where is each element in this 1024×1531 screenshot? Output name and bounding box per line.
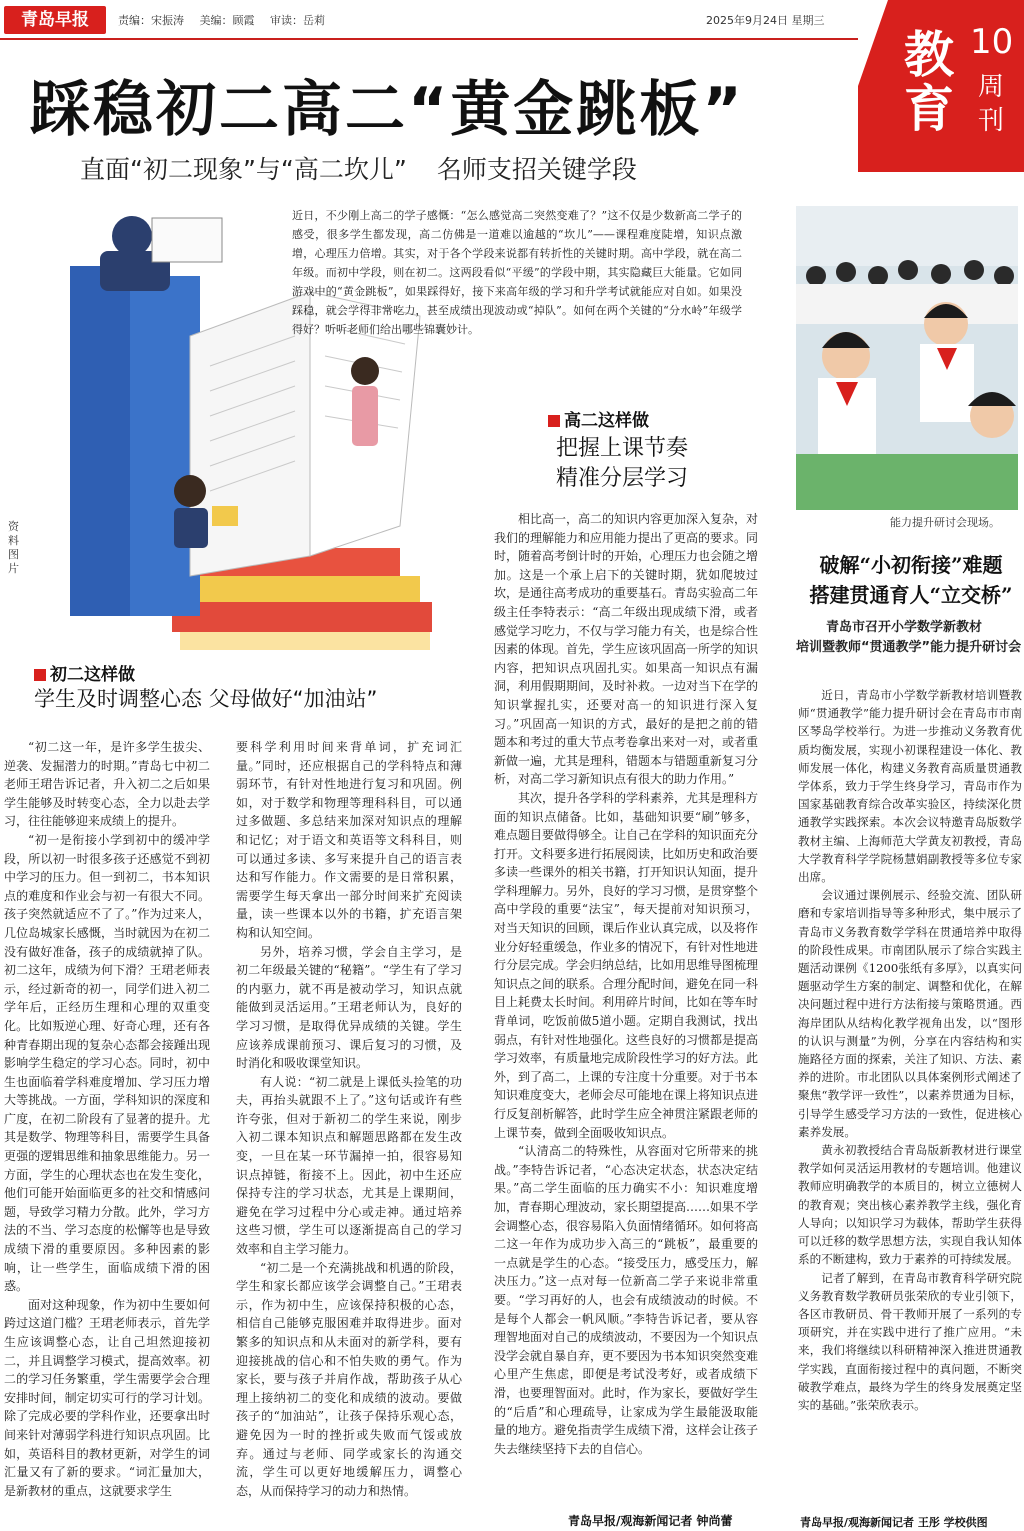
paragraph: 另外，培养习惯，学会自主学习，是初二年级最关键的“秘籍”。“学生有了学习的内驱力，就不再是被动学习，知识点就能做到灵活运用。”王珺老师认为，良好的学习习惯，是取得优异成绩的关键。学生应该养成课前预习、课后复习的习惯，及时消化和吸收课堂知识。: [236, 944, 462, 1071]
subhead-part2: 名师支招关键学段: [436, 155, 637, 184]
right-byline: 青岛早报/观海新闻记者 王彤 学校供图: [800, 1516, 988, 1529]
girl-dress: [352, 386, 378, 446]
right-sub-line1: 青岛市召开小学数学新教材: [826, 620, 983, 635]
grade11-title-line2: 精准分层学习: [556, 466, 689, 491]
grade8-title: 学生及时调整心态 父母做好“加油站”: [34, 687, 378, 711]
grade11-label-text: 高二这样做: [564, 411, 649, 431]
grade8-label-text: 初二这样做: [50, 665, 135, 685]
grade11-title-line1: 把握上课节奏: [556, 436, 689, 461]
boy-hair: [112, 216, 152, 256]
subhead-part1: 直面“初二现象”与“高二坎儿”: [80, 155, 407, 184]
issue-date: 2025年9月24日 星期三: [706, 14, 825, 27]
grade11-label: [548, 406, 649, 431]
right-article-title: [800, 550, 1022, 610]
page-headline: 踩稳初二高二“黄金跳板”: [30, 75, 745, 145]
girl-head: [351, 357, 379, 385]
tab-corner-cut: [858, 0, 888, 86]
paragraph: 黄永初教授结合青岛版新教材进行课堂教学如何灵活运用教材的专题培训。他建议教师应明确教学的本质目的，树立立德树人的教育观；突出核心素养教学主线，强化育人导向；以知识学习为载体，帮助学生获得可以迁移的数学思想方法，实现自我认知体系的不断建构，致力于素养的可持续发展。: [798, 1143, 1022, 1267]
walking-boy-head: [174, 475, 206, 507]
walking-boy-body: [174, 508, 208, 548]
right-title-line2: 搭建贯通育人“立交桥”: [809, 583, 1013, 607]
page-subhead: [80, 150, 637, 186]
book-yellow: [180, 576, 420, 602]
paragraph: 其次，提升各学科的学科素养，尤其是理科方面的知识点储备。比如，基础知识要“刷”够多，难点题目要做得够全。让自己在学科的知识面充分打开。文科要多进行拓展阅读，比如历史和政治要多读一些课外的相关书籍，打开知识认知面，提升学科理解力。另外，良好的学习习惯，是贯穿整个高中学段的重要“法宝”，每天提前对知识预习，对当天知识的回顾，课后作业认真完成，以及将作业分好轻重缓急，作业多的情况下，有针对性地进行分层完成。学会归纳总结，比如用思维导图梳理知识点之间的联系。合理分配时间，避免在同一科目上耗费太长时间。利用碎片时间，比如在等车时背单词，吃饭前做5道小题。定期自我测试，找出弱点，有针对性地强化。这些良好的习惯都是提高学习效率，有质量地完成阶段性学习的好方法。此外，到了高二，上课的专注度十分重要。对于书本知识难度变大，老师会尽可能地在课上将知识点进行反复剖析解答，此时学生应全神贯注紧跟老师的上课节奏，做到全面吸收知识点。: [494, 790, 758, 1140]
paragraph: “初一是衔接小学到初中的缓冲学段，所以初一时很多孩子还感觉不到初中学习的压力。但一到初二，书本知识点的难度和作业会与初一有很大不同。孩子突然就适应不了了。”作为过来人，几位岛城家长感慨，当时就因为在初二没有做好准备，孩子的成绩就掉了队。初二这年，成绩为何下滑？王珺老师表示，经过新奇的初一，同学们进入初二学年后，正经历生理和心理的双重变化。比如叛逆心理、好奇心理，还有各种青春期出现的复杂心态都会接踵出现影响学生稳定的学习心态。同时，初中生也面临着学科难度增加、学习压力增大等挑战。一方面，学科知识的深度和广度，在初二阶段有了显著的提升。尤其是数学、物理等科目，需要学生具备更强的逻辑思维和抽象思维能力。另一方面，学生的心理状态也在发生变化，他们可能开始面临更多的社交和情感问题，导致学习精力分散。此外，学习方法的不当、学习态度的松懈等也是导致成绩下滑的重要原因。多种因素的影响，让一些学生，面临成绩下滑的困惑。: [4, 832, 210, 1294]
boy-book: [152, 218, 222, 262]
book-pages: [180, 632, 430, 650]
designer-credit: 美编：顾霞: [199, 14, 255, 27]
paragraph: 记者了解到，在青岛市教育科学研究院义务教育数学教研员张荣欣的专业引领下，各区市教研员、骨干教师开展了一系列的专项研究，并在实践中进行了推广应用。“未来，我们将继续以科研精神深入推进贯通教学实践，直面衔接过程中的真问题，不断突破教学难点，最终为学生的终身发展奠定坚实的基础。”张荣欣表示。: [798, 1270, 1022, 1412]
editor-credit: 责编：宋振涛: [118, 14, 184, 27]
grade8-label: [34, 660, 135, 685]
grade11-title: [556, 434, 688, 494]
paragraph: “认清高二的特殊性，从容面对它所带来的挑战。”李特告诉记者，“心态决定状态，状态决定结果。”高二学生面临的压力确实不小：知识难度增加，青春期心理波动，家长期望提高……如果不学会调整心态，很容易陷入负面情绪循环。如何将高二这一年作为成功步入高三的“跳板”，最重要的一点就是学生的心态。“接受压力，感受压力，解决压力。”这一点对每一位新高二学子来说非常重要。“学习再好的人，也会有成绩波动的时候。不是每个人都会一帆风顺。”李特告诉记者，要从容理智地面对自己的成绩波动，不要因为一个知识点没学会就自暴自弃，更不要因为书本知识突然变难心里产生焦虑，即便是考试没考好，或者成绩下滑，也要理智面对。此时，作为家长，要做好学生的“后盾”和心理疏导，让家成为学生最能汲取能量的地方。避免指责学生成绩下滑，这样会让孩子失去继续坚持下去的自信心。: [494, 1144, 758, 1456]
right-article-subtitle: [796, 618, 1022, 658]
page-number: 10: [970, 22, 1014, 62]
right-article-column: [798, 686, 1022, 1510]
paragraph: 要科学利用时间来背单词，扩充词汇量。”同时，还应根据自己的学科特点和薄弱环节，有针对性地进行复习和巩固。例如，对于数学和物理等理科科目，可以通过多做题、多总结来加深对知识点的理解和记忆；对于语文和英语等文科科目，则可以通过多读、多写来提升自己的语言表达和写作能力。作文需要的是日常积累，需要学生每天拿出一部分时间来扩充阅读量，读一些课本以外的书籍，扩充语言架构和认知空间。: [236, 740, 462, 940]
walking-boy-book: [212, 506, 238, 526]
book-bottom: [172, 602, 432, 632]
grade8-column-2: [236, 738, 462, 1528]
paragraph: 会议通过课例展示、经验交流、团队研磨和专家培训指导等多种形式，集中展示了青岛市义务教育数学学科在贯通培养中取得的阶段性成果。市南团队展示了综合实践主题活动课例《1200张纸有多厚》，以真实问题驱动学生方案的制定、调整和优化，在解决问题过程中进行方法衔接与策略贯通。西海岸团队从结构化教学视角出发，以“图形的认识与测量”为例，分享在内容结构和实施路径方面的探索，关注了知识、方法、素养的进阶。市北团队以具体案例形式阐述了聚焦“教学评一致性”，以素养贯通为目标，引导学生感受学习方法的一致性，促进核心素养发展。: [798, 888, 1022, 1139]
intro-paragraph: 近日，不少刚上高二的学子感慨：“怎么感觉高二突然变难了？”这不仅是少数新高二学子的感受，很多学生都发现，高二仿佛是一道难以逾越的“坎儿”——课程难度陡增，知识点激增，心理压力倍增。其实，对于各个学段来说都有转折性的关键时期。高中学段，就在高二年级。而初中学段，则在初二。这两段看似“平缓”的学段中期，其实隐藏巨大能量。它如同游戏中的“黄金跳板”，如果踩得好，接下来高年级的学习和升学考试就能应对自如。如果没踩稳，就会学得非常吃力，甚至成绩出现波动或“掉队”。如何在两个关键的“分水岭”年级学得好？听听老师们给出哪些锦囊妙计。: [292, 209, 742, 336]
illustration-credit: 资料图片: [8, 520, 19, 575]
paragraph: 相比高一，高二的知识内容更加深入复杂，对我们的理解能力和应用能力提出了更高的要求。同时，随着高考倒计时的开始，心理压力也会随之增加。这是一个承上启下的关键时期，犹如爬坡过坎，是通往高考成功的重要基石。青岛实验高二年级主任李特表示：“高二年级出现成绩下滑，或者感觉学习吃力，不仅与学习能力有关，也是综合性因素的体现。首先，学生应该巩固高一所学的知识内容，把知识点巩固扎实。如果高一知识点有漏洞，利用假期期间，及时补救。一边对当下在学的知识掌握扎实，还要对高一的知识进行深入复习。”巩固高一知识的方式，最好的是把之前的错题本和考过的重大节点考卷拿出来对一对，或者重新做一遍，尤其是理科，错题本与错题重新复习分析，对高二学习新知识点有很大的助力作用。”: [494, 512, 758, 787]
masthead-rule: [0, 38, 862, 40]
credits: [118, 12, 337, 28]
right-sub-line2: 培训暨教师“贯通教学”能力提升研讨会: [796, 640, 1022, 655]
red-square-icon: [548, 415, 560, 427]
paragraph: 面对这种现象，作为初中生要如何跨过这道门槛？王珺老师表示，首先学生应该调整心态，让自己坦然迎接初二，并且调整学习模式，提高效率。初二的学习任务繁重，学生需要学会合理安排时间，制定切实可行的学习计划。除了完成必要的学科作业，还要拿出时间来针对薄弱学科进行知识点巩固。比如，英语科目的教材更新，对学生的词汇量又有了新的要求。“词汇量加大，是新教材的重点，这就要求学生: [4, 1297, 210, 1498]
newspaper-logo[interactable]: 青岛早报: [4, 6, 106, 34]
section-name: 教育: [904, 26, 954, 138]
right-title-line1: 破解“小初衔接”难题: [819, 553, 1003, 577]
paragraph: “初二是一个充满挑战和机遇的阶段，学生和家长都应该学会调整自己。”王珺表示，作为初中生，应该保持积极的心态，相信自己能够克服困难并取得进步。面对繁多的知识点和从未面对的新学科，要有迎接挑战的信心和不怕失败的勇气。作为家长，要与孩子并肩作战，帮助孩子从心理上接纳初二的变化和成绩的波动。要做孩子的“加油站”，让孩子保持乐观心态，避免因为一时的挫折或失败而气馁或放弃。通过与老师、同学或家长的沟通交流，学生可以更好地缓解压力，调整心态，从而保持学习的动力和热情。: [236, 1260, 462, 1498]
classroom-photo: [796, 206, 1018, 510]
grade8-column-1: [4, 738, 210, 1528]
grade11-byline: 青岛早报/观海新闻记者 钟尚蕾: [568, 1514, 733, 1528]
proof-credit: 审读：岳莉: [270, 14, 325, 27]
section-tab[interactable]: [858, 0, 1024, 172]
paragraph: 有人说：“初二就是上课低头捡笔的功夫，再抬头就跟不上了。”这句话或许有些许夸张，但对于新初二的学生来说，刚步入初二课本知识点和解题思路都在发生改变，一旦在某一环节漏掉一拍，很容易知识点掉链，衔接不上。因此，初中生还应保持专注的学习状态，尤其是上课期间，避免在学习过程中分心或走神。通过培养这些习惯，学生可以逐渐提高自己的学习效率和自主学习能力。: [236, 1074, 462, 1257]
red-square-icon: [34, 669, 46, 681]
photo-caption: 能力提升研讨会现场。: [890, 516, 1000, 529]
weekly-label: 周刊: [978, 72, 1005, 136]
paragraph: “初二这一年，是许多学生拔尖、逆袭、发掘潜力的时期。”青岛七中初二老师王珺告诉记者，升入初二之后如果学生能够及时转变心态，全力以赴去学习，往往能够迎来成绩上的提升。: [4, 740, 210, 829]
grade11-column: [494, 510, 758, 1508]
paragraph: 近日，青岛市小学数学新教材培训暨教师“贯通教学”能力提升研讨会在青岛市市南区琴岛学校举行。为进一步推动义务教育优质均衡发展，实现小初课程建设一体化、教师发展一体化，构建义务教育高质量贯通教学体系，致力于学生终身学习，青岛市作为国家基础教育综合改革实验区，持续深化贯通教学实践探索。本次会议特邀青岛版数学教材主编、上海师范大学黄友初教授，青岛大学教育科学学院杨慧娟副教授等多位专家出席。: [798, 688, 1022, 885]
